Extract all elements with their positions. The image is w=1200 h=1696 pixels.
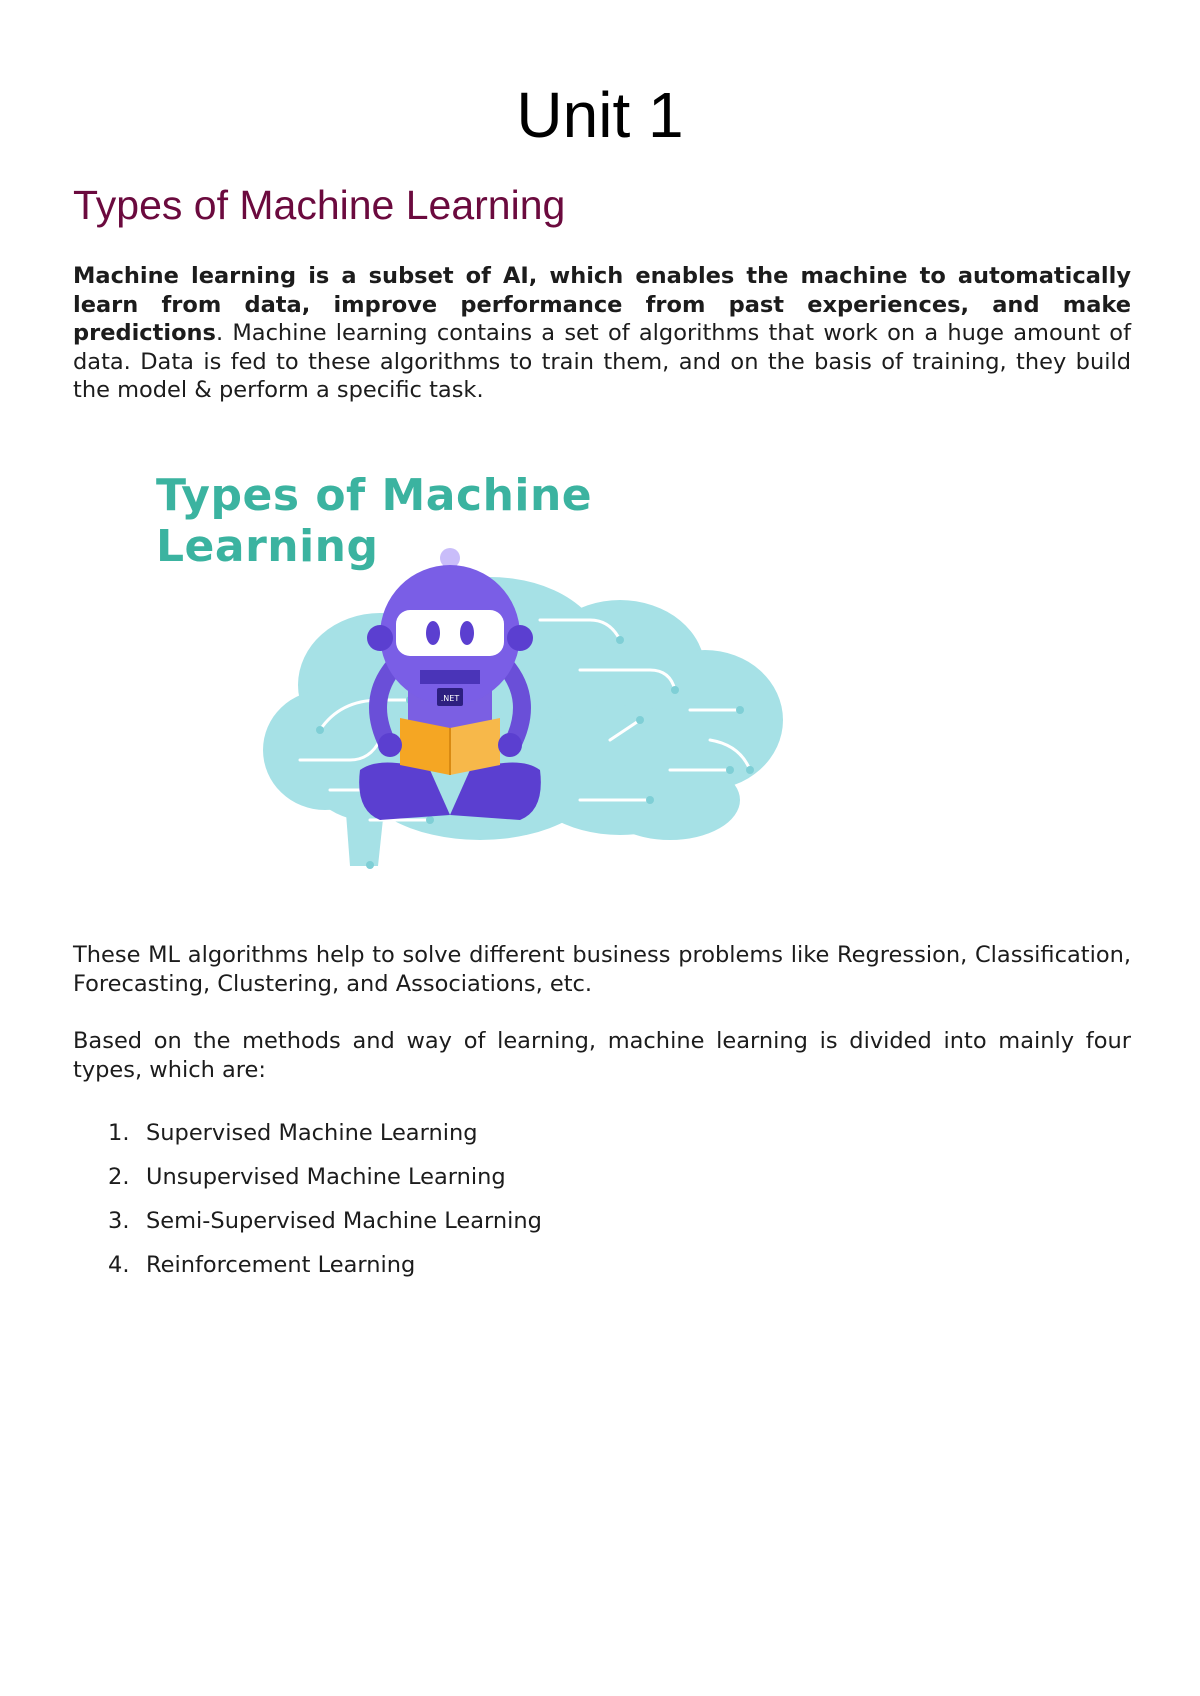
list-item-label: Supervised Machine Learning (146, 1120, 478, 1146)
section-heading: Types of Machine Learning (73, 182, 566, 228)
list-item-number: 4. (108, 1252, 130, 1278)
figure-title: Types of Machine Learning (156, 470, 593, 572)
ml-illustration (150, 470, 790, 880)
intro-rest-text: . Machine learning contains a set of algorithms that work on a huge amount of data. Data is fed to these algorithms to train them, and on the basis of training, they build the model & perform a specific task. (73, 320, 1131, 403)
list-item-number: 2. (108, 1164, 130, 1190)
list-item (108, 1252, 542, 1296)
list-item-number: 1. (108, 1120, 130, 1146)
list-item (108, 1208, 542, 1252)
list-item (108, 1164, 542, 1208)
learning-types-intro: Based on the methods and way of learning, machine learning is divided into mainly four types, which are: (73, 1028, 1131, 1083)
intro-bold-text: Machine learning is a subset of AI, which enables the machine to automatically learn from data, improve performance from past experiences, and make predictions (73, 263, 1131, 346)
problems-paragraph: These ML algorithms help to solve different business problems like Regression, Classification, Forecasting, Clustering, and Associations, etc. (73, 942, 1131, 997)
list-item-label: Unsupervised Machine Learning (146, 1164, 506, 1190)
unit-title: Unit 1 (516, 79, 684, 151)
ml-types-list (108, 1120, 542, 1296)
net-badge-label: .NET (440, 694, 460, 703)
list-item-label: Semi-Supervised Machine Learning (146, 1208, 542, 1234)
list-item (108, 1120, 542, 1164)
intro-paragraph (73, 262, 1131, 405)
list-item-label: Reinforcement Learning (146, 1252, 416, 1278)
list-item-number: 3. (108, 1208, 130, 1234)
